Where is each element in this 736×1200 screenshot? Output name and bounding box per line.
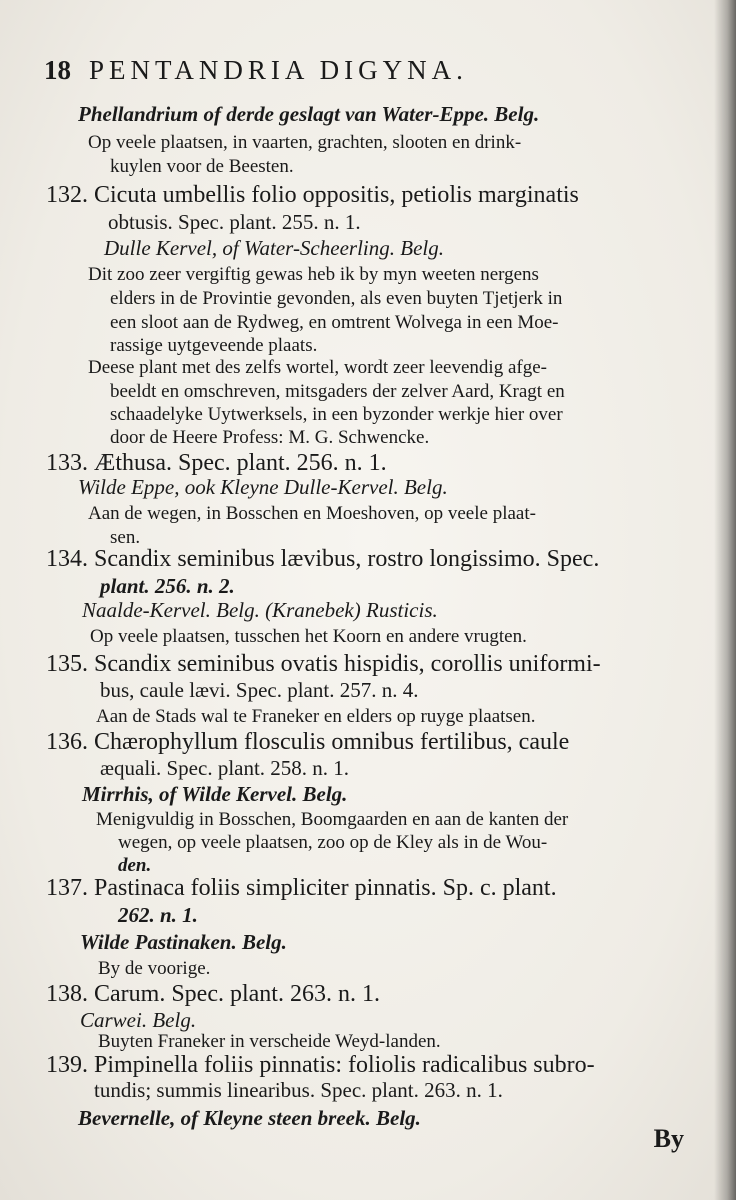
text-line: kuylen voor de Beesten. xyxy=(110,156,294,177)
text-line: Aan de wegen, in Bosschen en Moeshoven, op veele plaat- xyxy=(88,503,536,524)
text-line: rassige uytgeveende plaats. xyxy=(110,335,318,356)
text-line: sen. xyxy=(110,527,141,548)
text-line: Naalde-Kervel. Belg. (Kranebek) Rusticis. xyxy=(82,598,438,622)
text-line: Menigvuldig in Bosschen, Boomgaarden en aan de kanten der xyxy=(96,809,569,830)
text-line: elders in de Provintie gevonden, als even buyten Tjetjerk in xyxy=(110,288,563,309)
text-line: 262. n. 1. xyxy=(118,903,198,927)
text-line: Dit zoo zeer vergiftig gewas heb ik by myn weeten nergens xyxy=(88,264,539,285)
text-line: æquali. Spec. plant. 258. n. 1. xyxy=(100,756,350,780)
text-line: Phellandrium of derde geslagt van Water-Eppe. Belg. xyxy=(78,102,540,126)
text-line: Carwei. Belg. xyxy=(80,1008,197,1032)
text-line: den. xyxy=(118,855,152,876)
text-line: wegen, op veele plaatsen, zoo op de Kley als in de Wou- xyxy=(118,832,548,853)
text-line: obtusis. Spec. plant. 255. n. 1. xyxy=(108,210,361,234)
text-line: 138. Carum. Spec. plant. 263. n. 1. xyxy=(46,981,380,1007)
text-line: 133. Æthusa. Spec. plant. 256. n. 1. xyxy=(46,450,387,476)
text-line: 137. Pastinaca foliis simpliciter pinnatis. Sp. c. plant. xyxy=(46,875,557,901)
text-line: Dulle Kervel, of Water-Scheerling. Belg. xyxy=(104,236,444,260)
text-line: 134. Scandix seminibus lævibus, rostro longissimo. Spec. xyxy=(46,546,600,572)
text-line: Aan de Stads wal te Franeker en elders op ruyge plaatsen. xyxy=(96,706,536,727)
text-line: Buyten Franeker in verscheide Weyd-landen. xyxy=(98,1031,441,1052)
text-line: schaadelyke Uytwerksels, in een byzonder werkje hier over xyxy=(110,404,563,425)
text-line: Deese plant met des zelfs wortel, wordt zeer leevendig afge- xyxy=(88,357,547,378)
catchword: By xyxy=(653,1124,684,1153)
text-line: Wilde Pastinaken. Belg. xyxy=(80,930,287,954)
text-line: door de Heere Profess: M. G. Schwencke. xyxy=(110,427,430,448)
page-header xyxy=(44,55,468,86)
book-spine-shadow xyxy=(714,0,736,1200)
text-line: 135. Scandix seminibus ovatis hispidis, corollis uniformi- xyxy=(46,651,601,677)
text-line: 139. Pimpinella foliis pinnatis: foliolis radicalibus subro- xyxy=(46,1052,595,1078)
text-line: By de voorige. xyxy=(98,958,211,979)
text-line: Op veele plaatsen, tusschen het Koorn en andere vrugten. xyxy=(90,626,527,647)
text-line: een sloot aan de Rydweg, en omtrent Wolvega in een Moe- xyxy=(110,312,559,333)
text-line: 132. Cicuta umbellis folio oppositis, petiolis marginatis xyxy=(46,182,579,208)
text-line: Mirrhis, of Wilde Kervel. Belg. xyxy=(82,782,348,806)
text-line: Bevernelle, of Kleyne steen breek. Belg. xyxy=(78,1106,421,1130)
text-line: plant. 256. n. 2. xyxy=(100,574,235,598)
page-number: 18 xyxy=(44,55,71,85)
page-title: PENTANDRIA DIGYNA. xyxy=(89,55,468,85)
text-line: beeldt en omschreven, mitsgaders der zelver Aard, Kragt en xyxy=(110,381,565,402)
text-line: Op veele plaatsen, in vaarten, grachten, slooten en drink- xyxy=(88,132,522,153)
text-line: tundis; summis linearibus. Spec. plant. 263. n. 1. xyxy=(94,1078,503,1102)
text-line: bus, caule lævi. Spec. plant. 257. n. 4. xyxy=(100,678,419,702)
text-line: 136. Chærophyllum flosculis omnibus fertilibus, caule xyxy=(46,729,570,755)
text-line: Wilde Eppe, ook Kleyne Dulle-Kervel. Belg. xyxy=(78,475,448,499)
